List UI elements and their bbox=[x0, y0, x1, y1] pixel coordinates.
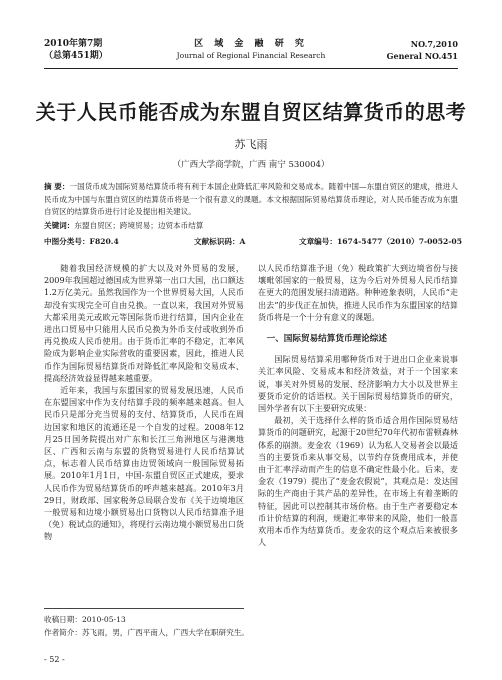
page-number: - 52 - bbox=[44, 655, 65, 664]
clc-number: 中图分类号：F820.4 bbox=[44, 237, 119, 246]
article-number: 文章编号：1674-5477（2010）7-0052-05 bbox=[299, 237, 463, 246]
body-paragraph: 近年来，我国与东盟国家的贸易发展迅速，人民币在东盟国家中作为支付结算手段的频率越来越高。但人民币只是部分充当贸易的支付、结算货币，人民币在周边国家和地区的流通还是一个自发的过程。2008年12月25日国务院提出对广东和长江三角洲地区与港澳地区、广西和云南与东盟的货物贸易进行人民币结算试点，标志着人民币结算由边贸领域向一般国际贸易拓展。2010年1月1日，中国-东盟自贸区正式建成，要求人民币作为贸易结算货币的呼声越来越高。2010年3月29日，财政部、国家税务总局联合发布《关于边境地区一般贸易和边境小额贸易出口货物以人民币结算准予退（免）税试点的通知》，将现行云南边境小额贸易出口货物 bbox=[44, 385, 244, 542]
classification-line bbox=[44, 236, 463, 248]
abstract bbox=[44, 181, 458, 219]
footnote-rule bbox=[44, 608, 244, 609]
issue-no-en: NO.7,2010 bbox=[410, 39, 458, 49]
header-rule bbox=[44, 68, 458, 69]
issue-number: 2010年第7期 bbox=[44, 39, 103, 49]
body-paragraph: 以人民币结算准予退（免）税政策扩大到边境省份与接壤毗邻国家的一般贸易，这为今后对外贸易人民币结算在更大的范围发展扫清道路。种种迹象表明，人民币“走出去”的步伐正在加快，推进人民币作为东盟国家的结算货币将是一个十分有意义的课题。 bbox=[258, 263, 458, 322]
issue-info-en bbox=[387, 38, 458, 62]
running-header bbox=[44, 38, 458, 66]
body-right-column bbox=[258, 262, 458, 548]
abstract-text: 一国货币成为国际贸易结算货币将有利于本国企业降低汇率风险和交易成本。随着中国—东盟自贸区的建成，推进人民币成为中国与东盟自贸区的结算货币将是一个很有意义的课题。本文根据国际贸易结算货币理论，对人民币能否成为东盟自贸区的结算货币进行讨论及提出相关建议。 bbox=[44, 182, 458, 216]
body-paragraph: 国际贸易结算采用哪种货币对于进出口企业来说事关汇率风险、交易成本和经济效益，对于一个国家来说，事关对外贸易的发展、经济影响力大小以及世界主要货币定价的话语权。关于国际贸易结算货币的研究，国外学者有以下主要研究成果： bbox=[258, 354, 458, 414]
journal-name-cn: 区 域 金 融 研 究 bbox=[194, 39, 308, 49]
doc-code: 文献标识码：A bbox=[194, 237, 246, 246]
keywords-text: 东盟自贸区；跨境贸易；边贸本币结算 bbox=[74, 221, 204, 230]
article-title: 关于人民币能否成为东盟自贸区结算货币的思考 bbox=[35, 100, 467, 124]
author-bio: 作者简介：苏飞雨，男，广西平南人，广西大学在职研究生。 bbox=[44, 628, 250, 637]
abstract-label: 摘 要： bbox=[44, 182, 70, 191]
author-name: 苏飞雨 bbox=[234, 138, 268, 151]
author-affiliation: （广西大学商学院，广西 南宁 530004） bbox=[172, 160, 330, 170]
body-paragraph: 最初，关于选择什么样的货币适合用作国际贸易结算货币的问题研究，起源于20世纪70年代初布雷顿森林体系的崩溃。麦金农（1969）认为私人交易者会以最适当的主要货币来从事交易，以节约存货费用成本，并使由于汇率浮动而产生的信息不确定性最小化。后来，麦金农（1979）提出了“麦金农假说”，其观点是：发达国际的生产商由于其产品的差异性，在市场上有着垄断的特征，因此可以控制其市场价格。由于生产者要稳定本币计价结算的利润，规避汇率带来的风险，他们一般喜欢用本币作为结算货币。麦金农的这个观点后来被很多人 bbox=[258, 415, 458, 548]
section-heading: 一、国际贸易结算货币理论综述 bbox=[266, 334, 387, 345]
keywords-label: 关键词： bbox=[44, 221, 75, 230]
total-issue: （总第451期） bbox=[44, 51, 108, 61]
body-left-column bbox=[44, 262, 244, 543]
general-no-en: General NO.451 bbox=[386, 51, 458, 61]
received-date: 收稿日期：2010-05-13 bbox=[44, 615, 126, 624]
keywords bbox=[44, 220, 458, 232]
journal-name-en: Journal of Regional Financial Research bbox=[176, 51, 326, 60]
body-paragraph: 随着我国经济规模的扩大以及对外贸易的发展，2009年我国超过德国成为世界第一出口大国，出口额达1.2万亿美元。虽然我国作为一个世界贸易大国，人民币却没有实现完全可自由兑换。一直以来，我国对外贸易大都采用美元或欧元等国际货币进行结算，国内企业在进出口贸易中只能用人民币兑换为外币支付或收到外币再兑换成人民币使用。由于货币汇率的不稳定，汇率风险成为影响企业实际营收的重要因素，因此，推进人民币作为国际贸易结算货币对降低汇率风险和交易成本、提高经济效益显得越来越重要。 bbox=[44, 263, 244, 383]
